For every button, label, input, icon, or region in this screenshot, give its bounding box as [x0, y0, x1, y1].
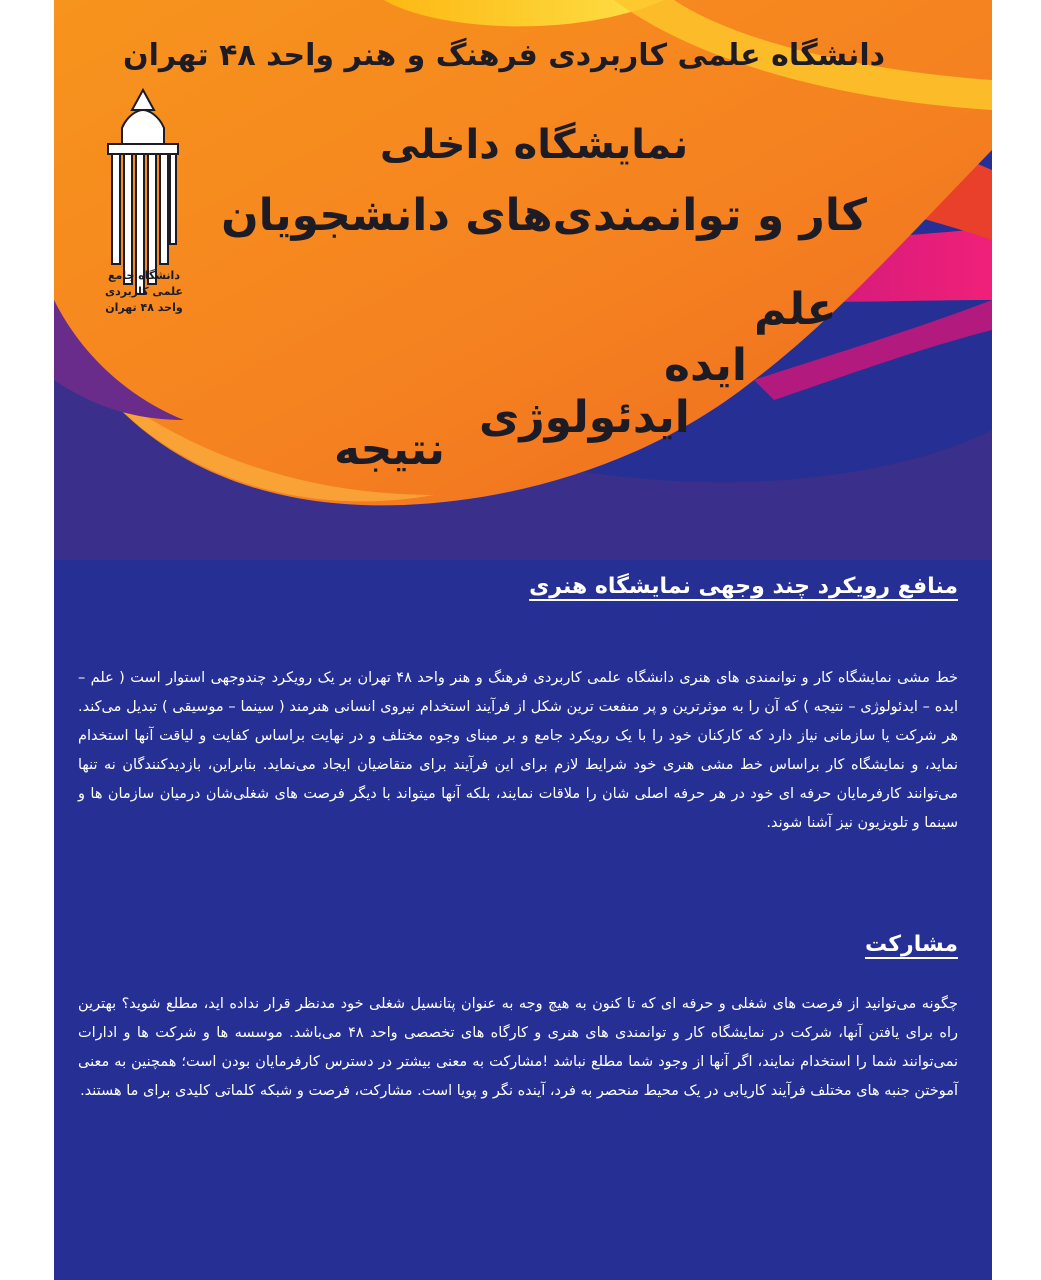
exhibition-title: نمایشگاه داخلی	[379, 122, 689, 168]
exhibition-subtitle: کار و توانمندی‌های دانشجویان	[221, 190, 867, 241]
section-paragraph: خط مشی نمایشگاه کار و توانمندی های هنری دانشگاه علمی کاربردی فرهنگ و هنر واحد ۴۸ تهران بر یک رویکرد چندوجهی استوار است ( علم – ایده – ایدئولوژی – نتیجه ) که آن را به موثرترین و پر منفعت ترین شکل از فرآیند استخدام نیروی انسانی هنرمند ( سینما – موسیقی ) تبدیل می‌کند. هر شرکت یا سازمانی نیاز دارد که کارکنان خود را با یک رویکرد جامع و بر مبنای وجوه مختلف و در نهایت براساس کفایت و لیاقت آنها استخدام نماید، و نمایشگاه کار براساس خط مشی هنری خود شرایط لازم برای این فرآیند برای متقاضیان ایجاد می‌نماید. بنابراین، بازدیدکنندگان نه تنها می‌توانند کارفرمایان حرفه ای خود در هر حرفه اصلی شان را ملاقات نمایند، بلکه آنها میتواند با دیگر فرصت های شغلی‌شان درمیان سازمان ها و سینما و تلویزیون نیز آشنا شوند.	[78, 670, 958, 831]
section-paragraph: چگونه می‌توانید از فرصت های شغلی و حرفه ای که تا کنون به هیچ وجه به عنوان پتانسیل شغلی خود مدنظر قرار نداده اید، مطلع شوید؟ بهترین راه برای یافتن آنها، شرکت در نمایشگاه کار و توانمندی های هنری و کارگاه های تخصصی واحد ۴۸ می‌باشد. موسسه ها و شرکت ها و ادارات نمی‌توانند شما را استخدام نمایند، اگر آنها از وجود شما مطلع نباشد !مشارکت به معنی بیشتر در دسترس کارفرمایان بودن است؛ همچنین به معنی آموختن جنبه های مختلف فرآیند کاریابی در یک محیط منحصر به فرد، آینده نگر و پویا است. مشارکت، فرصت و شبکه کلماتی کلیدی برای ما هستند.	[78, 996, 958, 1099]
section-heading-participation	[78, 932, 958, 957]
section-heading: مشارکت	[864, 932, 958, 957]
keyword-ideology: ایدئولوژی	[479, 392, 690, 443]
logo-caption-line: علمی کاربردی	[105, 285, 183, 298]
logo-caption	[94, 268, 194, 316]
logo-caption-line: دانشگاه جامع	[108, 269, 180, 282]
keyword-result: نتیجه	[334, 424, 445, 475]
section-heading-benefits	[78, 574, 958, 599]
keyword-idea: ایده	[664, 340, 747, 391]
poster	[54, 0, 992, 1280]
university-title: دانشگاه علمی کاربردی فرهنگ و هنر واحد ۴۸ تهران	[122, 38, 885, 73]
logo-caption-line: واحد ۴۸ تهران	[105, 301, 183, 314]
section-body-benefits	[78, 664, 958, 838]
section-body-participation	[78, 990, 958, 1106]
section-heading: منافع رویکرد چند وجهی نمایشگاه هنری	[529, 574, 958, 599]
keyword-science: علم	[754, 284, 837, 335]
